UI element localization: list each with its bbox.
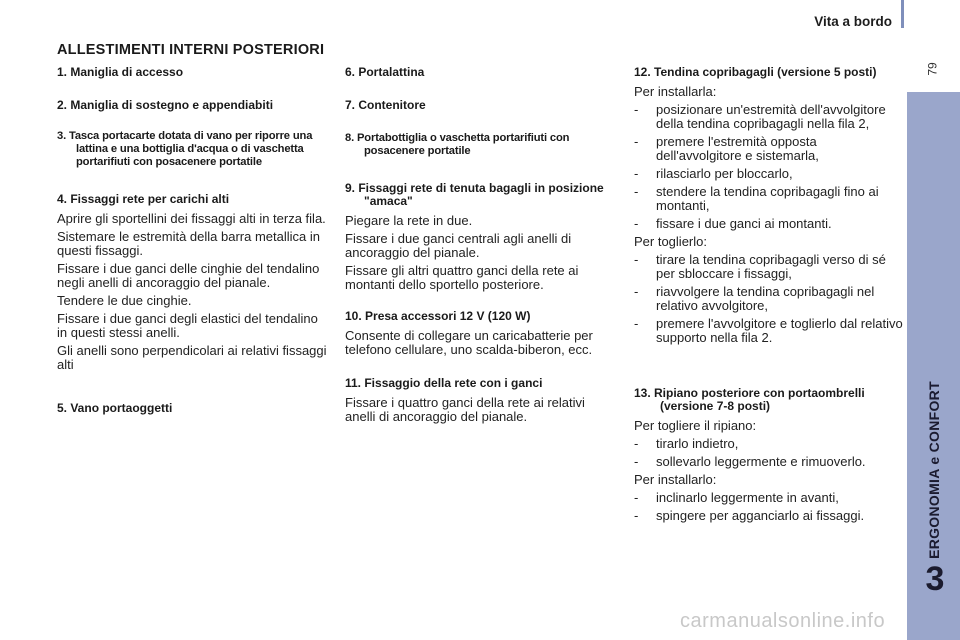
paragraph: Fissare i due ganci delle cinghie del tendalino negli anelli di ancoraggio del pianale. <box>57 261 320 290</box>
item-heading-11: 11. Fissaggio della rete con i ganci <box>345 376 543 390</box>
list-item: - premere l'avvolgitore e toglierlo dal relativo supporto nella fila 2. <box>634 316 903 345</box>
list-item: - premere l'estremità opposta dell'avvolgitore e sistemarla, <box>634 134 819 163</box>
list-item: - tirarlo indietro, <box>634 436 739 451</box>
instruction-label: Per installarlo: <box>634 472 717 487</box>
list-item: - stendere la tendina copribagagli fino ai montanti, <box>634 184 879 213</box>
item-heading-4: 4. Fissaggi rete per carichi alti <box>57 192 230 206</box>
section-header-title: Vita a bordo <box>814 14 892 29</box>
paragraph: Consente di collegare un caricabatterie per telefono cellulare, uno scalda-biberon, ecc. <box>345 328 593 357</box>
item-heading-9: 9. Fissaggi rete di tenuta bagagli in posizione "amaca" <box>345 181 604 208</box>
instruction-label: Per installarla: <box>634 84 717 99</box>
instruction-label: Per togliere il ripiano: <box>634 418 757 433</box>
page-title: ALLESTIMENTI INTERNI POSTERIORI <box>57 42 325 58</box>
item-heading-10: 10. Presa accessori 12 V (120 W) <box>345 309 531 323</box>
paragraph: Fissare i quattro ganci della rete ai relativi anelli di ancoraggio del pianale. <box>345 395 585 424</box>
list-item: - inclinarlo leggermente in avanti, <box>634 490 839 505</box>
paragraph: Fissare gli altri quattro ganci della rete ai montanti dello sportello posteriore. <box>345 263 579 292</box>
page-number: 79 <box>925 62 940 76</box>
paragraph: Piegare la rete in due. <box>345 213 473 228</box>
item-heading-12: 12. Tendina copribagagli (versione 5 posti) <box>634 65 877 79</box>
paragraph: Tendere le due cinghie. <box>57 293 192 308</box>
item-heading-8: 8. Portabottiglia o vaschetta portarifiuti con posacenere portatile <box>345 132 570 157</box>
paragraph: Aprire gli sportellini dei fissaggi alti in terza fila. <box>57 211 326 226</box>
paragraph: Fissare i due ganci degli elastici del tendalino in questi stessi anelli. <box>57 311 318 340</box>
item-heading-3: 3. Tasca portacarte dotata di vano per riporre una lattina e una bottiglia d'acqua o di vaschetta portarifiuti con posacenere portatile <box>57 130 313 168</box>
watermark: carmanualsonline.info <box>680 610 886 632</box>
content-column-1 <box>57 66 327 421</box>
chapter-number: 3 <box>925 560 945 598</box>
content-column-2 <box>345 66 617 428</box>
item-heading-6: 6. Portalattina <box>345 65 425 79</box>
content-column-3 <box>634 66 904 527</box>
list-item: - sollevarlo leggermente e rimuoverlo. <box>634 454 866 469</box>
header-divider <box>901 0 904 28</box>
item-heading-2: 2. Maniglia di sostegno e appendiabiti <box>57 98 274 112</box>
list-item: - rilasciarlo per bloccarlo, <box>634 166 793 181</box>
chapter-section-title: ERGONOMIA e CONFORT <box>926 381 942 559</box>
item-heading-5: 5. Vano portaoggetti <box>57 401 173 415</box>
instruction-label: Per toglierlo: <box>634 234 707 249</box>
list-item: - posizionare un'estremità dell'avvolgitore della tendina copribagagli nella fila 2, <box>634 102 886 131</box>
list-item: - spingere per agganciarlo ai fissaggi. <box>634 508 865 523</box>
item-heading-1: 1. Maniglia di accesso <box>57 65 184 79</box>
paragraph: Gli anelli sono perpendicolari ai relativi fissaggi alti <box>57 343 327 372</box>
item-heading-7: 7. Contenitore <box>345 98 426 112</box>
paragraph: Sistemare le estremità della barra metallica in questi fissaggi. <box>57 229 320 258</box>
paragraph: Fissare i due ganci centrali agli anelli di ancoraggio del pianale. <box>345 231 572 260</box>
item-heading-13: 13. Ripiano posteriore con portaombrelli (versione 7-8 posti) <box>634 386 865 413</box>
list-item: - fissare i due ganci ai montanti. <box>634 216 832 231</box>
list-item: - tirare la tendina copribagagli verso di sé per sbloccare i fissaggi, <box>634 252 886 281</box>
list-item: - riavvolgere la tendina copribagagli nel relativo avvolgitore, <box>634 284 875 313</box>
